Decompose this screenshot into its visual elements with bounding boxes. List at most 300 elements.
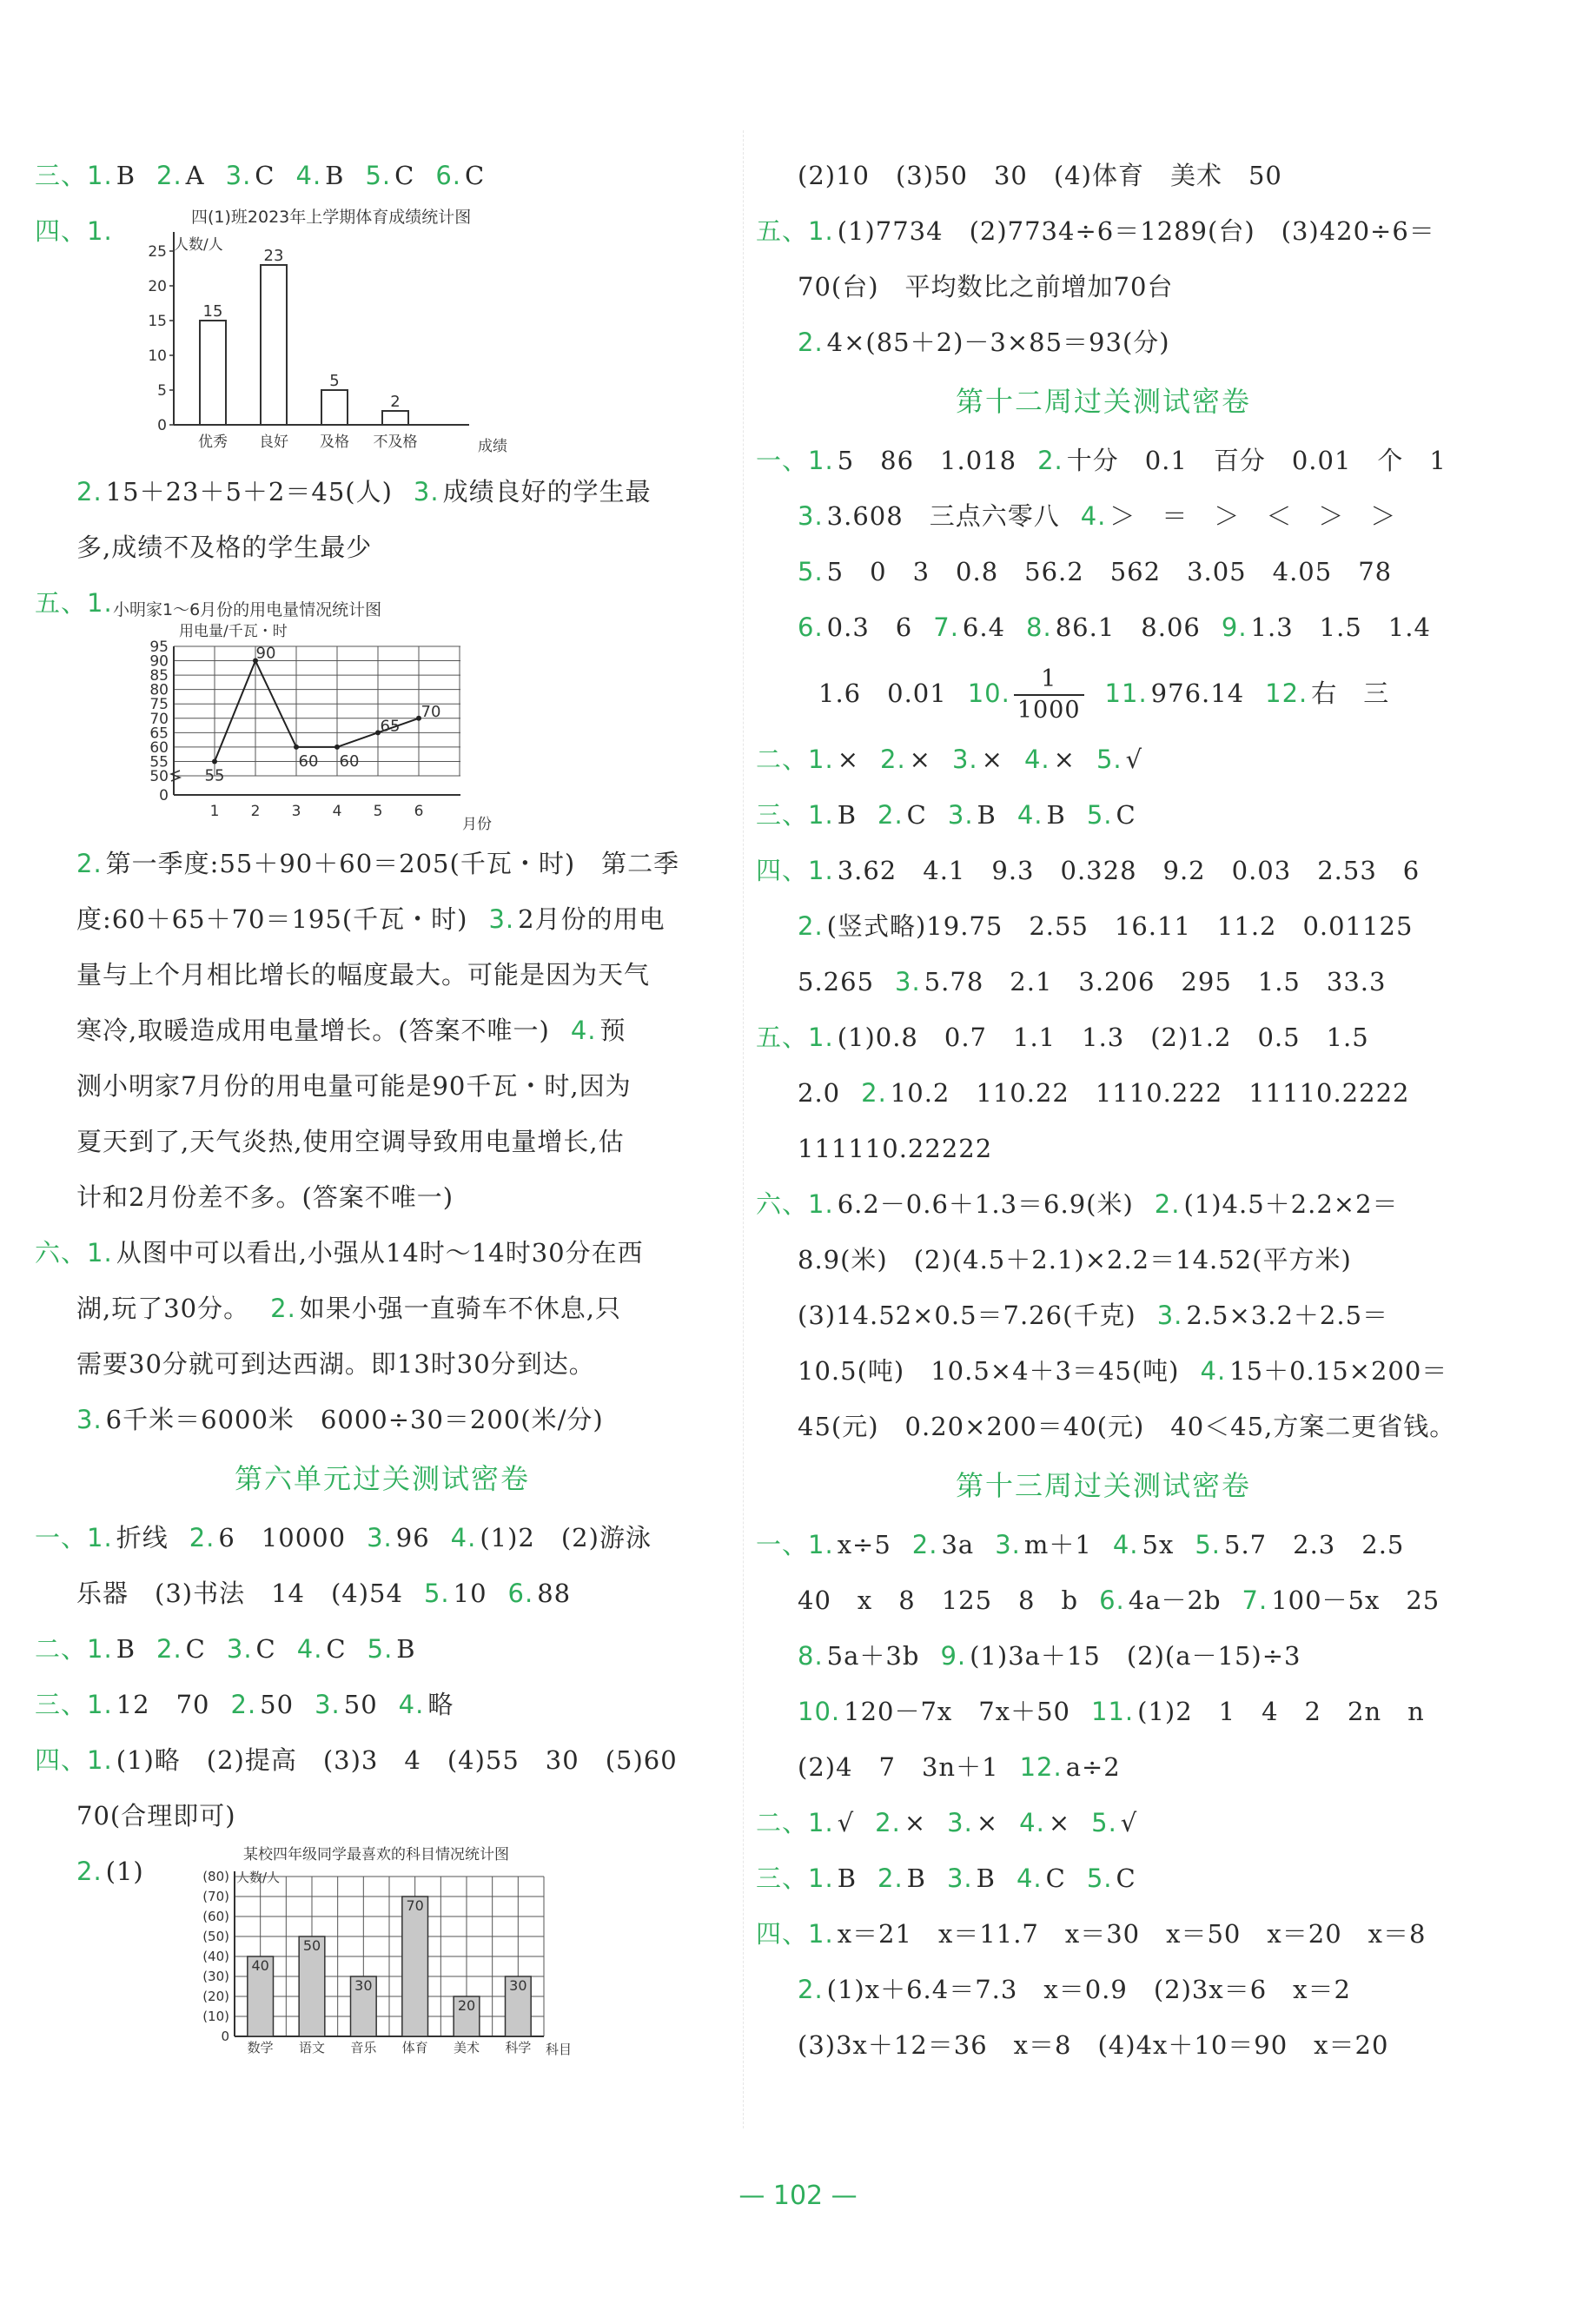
- answer: (竖式略)19.75 2.55 16.11 11.2 0.01125: [826, 911, 1414, 941]
- q-num: 3.: [226, 1634, 253, 1664]
- q-num: 5.: [1091, 1808, 1117, 1837]
- sec4-chart-block: [35, 203, 730, 464]
- w12-s1-l5: [756, 655, 1451, 731]
- q-num: 3.: [315, 1690, 341, 1719]
- y-tick-label: (60): [202, 1909, 229, 1924]
- q-num: 5.: [1086, 1863, 1113, 1893]
- answer: (1)2 (2)游泳: [480, 1523, 652, 1552]
- q-num: 1.: [808, 1189, 834, 1219]
- fraction-numerator: 1: [1014, 665, 1084, 696]
- r-sec5-l2: 70(台) 平均数比之前增加70台: [798, 272, 1174, 301]
- page-number: — 102 —: [738, 2181, 858, 2211]
- chart-title: 四(1)班2023年上学期体育成绩统计图: [191, 208, 472, 227]
- bar: [200, 321, 226, 425]
- answer: ×: [976, 1808, 999, 1837]
- bar: [402, 1897, 428, 2036]
- w12-s6-l5: 45(元) 0.20×200＝40(元) 40＜45,方案二更省钱。: [798, 1412, 1456, 1441]
- sec4-q2: [35, 464, 730, 520]
- favorite-subject-bar-chart: [165, 1844, 704, 2061]
- answer-text: 预: [599, 1016, 626, 1045]
- u6-sec1-l2: [35, 1566, 730, 1621]
- q-num: 3.: [995, 1530, 1021, 1559]
- answer-text: 第一季度:55＋90＋60＝205(千瓦・时) 第二季: [105, 849, 680, 878]
- sec5-q4-l2: 测小明家7月份的用电量可能是90千瓦・时,因为: [76, 1071, 632, 1101]
- answer: B: [325, 161, 345, 190]
- answer: B: [1046, 800, 1066, 830]
- q-num: 3.: [488, 904, 515, 934]
- w13-s4-l1: [756, 1906, 1451, 1962]
- q-num: 1.: [808, 446, 834, 475]
- answer: B: [976, 1863, 996, 1893]
- q-num: 2.: [877, 800, 904, 830]
- electricity-line-chart: [104, 575, 660, 844]
- y-tick-label: 20: [148, 278, 167, 295]
- q-num: 4.: [1016, 1863, 1043, 1893]
- q-num: 1.: [87, 161, 113, 190]
- q-num: 1.: [87, 216, 113, 246]
- y-tick-label: 85: [149, 667, 169, 685]
- q-num: 5.: [367, 1634, 394, 1664]
- y-tick-label: 15: [148, 313, 167, 330]
- answer: 50: [343, 1690, 378, 1719]
- q-num: 5.: [423, 1579, 450, 1608]
- y-tick-label: 80: [149, 681, 169, 699]
- answer: 1.6 0.01: [818, 679, 947, 708]
- answer-text: 湖,玩了30分。: [76, 1294, 250, 1323]
- x-tick-label: 1: [209, 803, 220, 820]
- data-point: [212, 758, 217, 764]
- answer: m＋1: [1023, 1530, 1092, 1559]
- w13-s2: [756, 1795, 1451, 1850]
- answer-text: 从图中可以看出,小强从14时～14时30分在西: [116, 1238, 644, 1268]
- y-tick-label: 65: [149, 725, 169, 743]
- q-num: 1.: [808, 1808, 834, 1837]
- section-label: 三、: [35, 161, 88, 190]
- fraction-denominator: 1000: [1017, 697, 1081, 724]
- sec5-chart-block: [35, 575, 730, 836]
- answer: 5a＋3b: [826, 1641, 920, 1671]
- answer: 4a－2b: [1128, 1585, 1222, 1615]
- answer: 15＋0.15×200＝: [1229, 1356, 1448, 1386]
- answer: 0.3 6: [826, 612, 913, 642]
- section-label: 二、: [756, 745, 809, 774]
- unit6-heading: 第六单元过关测试密卷: [234, 1462, 530, 1495]
- q-num: 5.: [365, 161, 392, 190]
- u6-sec3: [35, 1677, 730, 1732]
- chart-title: 某校四年级同学最喜欢的科目情况统计图: [243, 1846, 509, 1863]
- sec5-q3-l3: [35, 1003, 730, 1058]
- bar-value-label: 70: [406, 1897, 424, 1914]
- answer: ×: [837, 745, 859, 774]
- answer: 6.2－0.6＋1.3＝6.9(米): [837, 1189, 1134, 1219]
- q-num: 8.: [1026, 612, 1052, 642]
- y-axis-label: 人数/人: [174, 236, 223, 254]
- answer: C: [906, 800, 927, 830]
- section-label: 三、: [756, 1863, 809, 1893]
- answer: √: [1125, 745, 1143, 774]
- answer: B: [977, 800, 997, 830]
- u6-sec2: [35, 1621, 730, 1677]
- q-num: 4.: [398, 1690, 425, 1719]
- q-num: 1.: [87, 1634, 113, 1664]
- answer: 40 x 8 125 8 b: [798, 1585, 1079, 1615]
- sec6-q1-l1: [35, 1225, 730, 1281]
- column-divider: [743, 130, 744, 2128]
- bar-value-label: 30: [509, 1977, 527, 1994]
- data-label: 70: [421, 702, 441, 721]
- q-num: 1.: [87, 1745, 113, 1775]
- u6-chart-block: [35, 1844, 730, 2061]
- answer: 5.78 2.1 3.206 295 1.5 33.3: [924, 967, 1387, 996]
- y-tick-label: 50: [149, 768, 169, 785]
- answer: B: [116, 161, 136, 190]
- y-tick-label: 55: [149, 753, 169, 771]
- q-num: 3.: [225, 161, 252, 190]
- q-num: 2.: [156, 161, 182, 190]
- answer: 10: [453, 1579, 487, 1608]
- section-label: 三、: [756, 800, 809, 830]
- q-num: 3.: [798, 501, 824, 531]
- q-num: 4.: [1112, 1530, 1139, 1559]
- answer-text: 6千米＝6000米 6000÷30＝200(米/分): [105, 1405, 604, 1434]
- answer: A: [185, 161, 205, 190]
- q-num: 5.: [1086, 800, 1113, 830]
- answer: (1)3a＋15 (2)(a－15)÷3: [970, 1641, 1301, 1671]
- sec3-answers: [35, 148, 730, 203]
- answer: 120－7x 7x＋50: [844, 1697, 1070, 1726]
- q-num: 1.: [808, 1863, 834, 1893]
- sec6-q3: [35, 1392, 730, 1447]
- y-tick-label: 0: [157, 417, 167, 434]
- section-label: 三、: [35, 1690, 88, 1719]
- q-num: 3.: [946, 1863, 973, 1893]
- data-label: 60: [339, 751, 360, 771]
- y-tick-label: 95: [149, 639, 169, 656]
- w12-s4-l3: [756, 954, 1451, 1009]
- w12-s5-l1: [756, 1009, 1451, 1065]
- q-num: 3.: [413, 477, 440, 506]
- x-tick-label: 良好: [259, 434, 288, 451]
- bar-value-label: 20: [457, 1997, 476, 2014]
- answer: C: [1116, 800, 1136, 830]
- section-label: 二、: [35, 1634, 88, 1664]
- section-label: 四、: [756, 856, 809, 885]
- w13-s3: [756, 1850, 1451, 1906]
- bar: [261, 265, 287, 425]
- answer-text: 2月份的用电: [518, 904, 666, 934]
- section-label: 二、: [756, 1808, 809, 1837]
- q-num: 2.: [1154, 1189, 1181, 1219]
- answer: 6 10000: [218, 1523, 347, 1552]
- answer-text: 成绩良好的学生最: [442, 477, 652, 506]
- answer: x＝21 x＝11.7 x＝30 x＝50 x＝20 x＝8: [837, 1919, 1427, 1949]
- q-num: 3.: [76, 1405, 103, 1434]
- answer: (1)4.5＋2.2×2＝: [1183, 1189, 1399, 1219]
- q-num: 12.: [1019, 1752, 1063, 1782]
- sec6-q1-l2: [35, 1281, 730, 1336]
- q-num: 1.: [808, 1919, 834, 1949]
- y-tick-label: (40): [202, 1949, 229, 1964]
- w12-s1-l4: [756, 599, 1451, 655]
- section-label: 六、: [756, 1189, 809, 1219]
- x-tick-label: 6: [414, 803, 424, 820]
- answer: 5.265: [798, 967, 875, 996]
- q-num: 2.: [798, 911, 824, 941]
- q-num: 2.: [877, 1863, 904, 1893]
- q-num: 3.: [1156, 1301, 1183, 1330]
- bar-value-label: 30: [354, 1977, 373, 1994]
- y-tick-label: (50): [202, 1929, 229, 1944]
- week13-heading: 第十三周过关测试密卷: [955, 1469, 1251, 1502]
- q-num: 12.: [1265, 679, 1308, 708]
- q-num: 2.: [76, 477, 103, 506]
- y-tick-label: 60: [149, 738, 169, 757]
- bar-value-label: 23: [263, 247, 284, 265]
- x-tick-label: 数学: [247, 2040, 274, 2055]
- q-num: 1.: [87, 1238, 113, 1268]
- q-num: 1.: [87, 1690, 113, 1719]
- section-label: 四、: [35, 216, 88, 246]
- y-tick-label: 90: [149, 652, 169, 671]
- answer: (1)2 1 4 2 2n n: [1137, 1697, 1425, 1726]
- q-num: 5.: [1096, 745, 1122, 774]
- section-label: 五、: [756, 216, 809, 246]
- q-num: 3.: [951, 745, 978, 774]
- u6-sec4-l2: 70(合理即可): [76, 1801, 236, 1830]
- answer: C: [1116, 1863, 1136, 1893]
- answer: 5.7 2.3 2.5: [1224, 1530, 1405, 1559]
- q-num: 1.: [87, 1523, 113, 1552]
- answer: (3)14.52×0.5＝7.26(千克): [798, 1301, 1136, 1330]
- w12-s6-l2: 8.9(米) (2)(4.5＋2.1)×2.2＝14.52(平方米): [798, 1245, 1352, 1274]
- q-num: 2.: [156, 1634, 182, 1664]
- q-num: 4.: [1200, 1356, 1227, 1386]
- x-tick-label: 5: [373, 803, 383, 820]
- q-num: 6.: [507, 1579, 534, 1608]
- w13-s4-l2: [756, 1962, 1451, 2017]
- answer-text: (1)略 (2)提高 (3)3 4 (4)55 30 (5)60: [116, 1745, 678, 1775]
- section-label: 六、: [35, 1238, 88, 1268]
- answer: (1)x＋6.4＝7.3 x＝0.9 (2)3x＝6 x＝2: [826, 1975, 1351, 2004]
- y-tick-label: 0: [159, 787, 169, 804]
- chart-title: 小明家1～6月份的用电量情况统计图: [113, 600, 382, 619]
- right-column: [756, 148, 1456, 2073]
- w13-s1-l1: [756, 1517, 1451, 1572]
- answer: √: [1120, 1808, 1138, 1837]
- answer-text: 4×(85＋2)－3×85＝93(分): [826, 328, 1170, 357]
- y-tick-label: (30): [202, 1969, 229, 1984]
- w12-s2: [756, 731, 1451, 787]
- section-label: 五、: [756, 1023, 809, 1052]
- answer: C: [255, 161, 275, 190]
- answer-text: 如果小强一直骑车不休息,只: [299, 1294, 622, 1323]
- q-num: 4.: [570, 1016, 597, 1045]
- fraction: [1014, 665, 1084, 725]
- q-num: 2.: [270, 1294, 296, 1323]
- w13-s4-l3: (3)3x＋12＝36 x＝8 (4)4x＋10＝90 x＝20: [798, 2030, 1389, 2060]
- w12-s5-l3: 111110.22222: [798, 1134, 993, 1163]
- x-tick-label: 音乐: [350, 2040, 377, 2055]
- q-num: 4.: [1017, 800, 1043, 830]
- bar-value-label: 40: [251, 1957, 269, 1974]
- bar-value-label: 50: [302, 1937, 321, 1954]
- w13-s1-l4: [756, 1684, 1451, 1739]
- q-num: 4.: [1080, 501, 1107, 531]
- answer: 86.1 8.06: [1055, 612, 1201, 642]
- q-num: 2.: [861, 1078, 887, 1108]
- section-label: 四、: [756, 1919, 809, 1949]
- answer: B: [837, 800, 857, 830]
- answer: 10.2 110.22 1110.222 11110.2222: [890, 1078, 1410, 1108]
- y-tick-label: (10): [202, 2009, 229, 2024]
- y-axis-label: 人数/人: [236, 1870, 281, 1885]
- sec5-q4-l3: 夏天到了,天气炎热,使用空调导致用电量增长,估: [76, 1127, 625, 1156]
- w13-s1-l5: [756, 1739, 1451, 1795]
- answer: 10.5(吨) 10.5×4＋3＝45(吨): [798, 1356, 1180, 1386]
- answer: 略: [427, 1690, 454, 1719]
- x-tick-label: 不及格: [373, 434, 418, 451]
- bar-value-label: 2: [390, 393, 401, 411]
- answer: B: [396, 1634, 416, 1664]
- w12-s1-l1: [756, 433, 1451, 488]
- answer: (2)4 7 3n＋1: [798, 1752, 999, 1782]
- y-tick-label: (80): [202, 1869, 229, 1884]
- q-num: 4.: [296, 1634, 323, 1664]
- q-num: 11.: [1104, 679, 1148, 708]
- answer: C: [1045, 1863, 1066, 1893]
- answer: C: [185, 1634, 206, 1664]
- w12-s6-l1: [756, 1176, 1451, 1232]
- y-tick-label: 0: [221, 2029, 229, 2044]
- w12-s6-l3: [756, 1288, 1451, 1343]
- q-num: 1.: [808, 1530, 834, 1559]
- bar-value-label: 5: [329, 372, 340, 390]
- q-num: 7.: [933, 612, 959, 642]
- w12-s3: [756, 787, 1451, 843]
- w12-s1-l2: [756, 488, 1451, 544]
- answer: ×: [981, 745, 1003, 774]
- answer: ×: [1053, 745, 1076, 774]
- bar: [321, 390, 348, 425]
- section-label: 四、: [35, 1745, 88, 1775]
- q-num: 4.: [295, 161, 322, 190]
- q-num: 5.: [798, 557, 824, 586]
- q-num: 3.: [947, 800, 974, 830]
- q-num: 6.: [1099, 1585, 1125, 1615]
- answer: 3.608 三点六零八: [826, 501, 1060, 531]
- answer: 右 三: [1311, 679, 1390, 708]
- section-label: 一、: [756, 1530, 809, 1559]
- answer: 100－5x 25: [1271, 1585, 1440, 1615]
- w12-s4-l1: [756, 843, 1451, 898]
- y-tick-label: 10: [148, 348, 167, 365]
- answer: 乐器 (3)书法 14 (4)54: [76, 1579, 403, 1608]
- left-column: [35, 148, 730, 2061]
- q-num: 1.: [808, 800, 834, 830]
- answer: 2.0: [798, 1078, 841, 1108]
- q-num: 9.: [940, 1641, 967, 1671]
- q-num: 1.: [808, 745, 834, 774]
- q-num: 1.: [808, 1023, 834, 1052]
- q-num: 4.: [450, 1523, 477, 1552]
- data-label: 55: [204, 766, 225, 785]
- top-line: (2)10 (3)50 30 (4)体育 美术 50: [798, 161, 1282, 190]
- w12-s5-l2: [756, 1065, 1451, 1121]
- q-num: 4.: [1023, 745, 1050, 774]
- x-tick-label: 3: [291, 803, 301, 820]
- q-num: 1.: [87, 588, 113, 618]
- x-tick-label: 美术: [453, 2040, 480, 2055]
- sec6-q2-l2: 需要30分就可到达西湖。即13时30分到达。: [76, 1349, 595, 1379]
- series-line: [215, 661, 419, 762]
- section-label: 一、: [35, 1523, 88, 1552]
- x-tick-label: 语文: [298, 2040, 326, 2055]
- y-tick-label: (20): [202, 1989, 229, 2004]
- q-num: 1.: [808, 856, 834, 885]
- x-axis-label: 科目: [546, 2042, 573, 2057]
- x-tick-label: 2: [250, 803, 261, 820]
- q-num: 3.: [947, 1808, 973, 1837]
- q-num: 5.: [1195, 1530, 1221, 1559]
- answer: ×: [909, 745, 931, 774]
- data-point: [294, 745, 299, 750]
- answer: ×: [904, 1808, 927, 1837]
- q-num: 8.: [798, 1641, 824, 1671]
- data-label: 90: [255, 644, 276, 663]
- x-axis-label: 成绩: [478, 438, 507, 455]
- q-num: 3.: [895, 967, 921, 996]
- x-tick-label: 科学: [505, 2040, 532, 2055]
- y-tick-label: 70: [149, 710, 169, 728]
- answer: 十分 0.1 百分 0.01 个 1: [1066, 446, 1447, 475]
- answer: C: [326, 1634, 347, 1664]
- answer: 5 86 1.018: [837, 446, 1017, 475]
- answer: x÷5: [837, 1530, 891, 1559]
- q-num: 1.: [808, 216, 834, 246]
- answer: 3.62 4.1 9.3 0.328 9.2 0.03 2.53 6: [837, 856, 1421, 885]
- x-tick-label: 优秀: [198, 434, 228, 451]
- answer: 1.3 1.5 1.4: [1250, 612, 1431, 642]
- data-point: [334, 745, 340, 750]
- answer-text: 寒冷,取暖造成用电量增长。(答案不唯一): [76, 1016, 550, 1045]
- bar: [382, 411, 408, 425]
- answer: 12 70: [116, 1690, 210, 1719]
- week12-heading: 第十二周过关测试密卷: [955, 385, 1251, 418]
- q-num: 6.: [798, 612, 824, 642]
- answer: B: [906, 1863, 926, 1893]
- answer: B: [837, 1863, 857, 1893]
- q-num: 2.: [230, 1690, 257, 1719]
- r-sec5-l1: [756, 203, 1451, 259]
- y-tick-label: 5: [157, 382, 167, 400]
- q-num: 2.: [875, 1808, 901, 1837]
- answer: a÷2: [1065, 1752, 1121, 1782]
- answer: √: [837, 1808, 855, 1837]
- x-tick-label: 4: [332, 803, 342, 820]
- answer: 2.5×3.2＋2.5＝: [1186, 1301, 1389, 1330]
- q-num: 10.: [798, 1697, 841, 1726]
- answer: ×: [1048, 1808, 1071, 1837]
- q-num: 2.: [911, 1530, 938, 1559]
- data-label: 60: [298, 751, 319, 771]
- section-label: 一、: [756, 446, 809, 475]
- answer-text: 度:60＋65＋70＝195(千瓦・时): [76, 904, 468, 934]
- y-tick-label: (70): [202, 1889, 229, 1904]
- answer: C: [465, 161, 486, 190]
- answer-text: (1)7734 (2)7734÷6＝1289(台) (3)420÷6＝: [837, 216, 1435, 246]
- sec4-q3-cont: 多,成绩不及格的学生最少: [76, 533, 373, 562]
- x-tick-label: 体育: [401, 2040, 428, 2055]
